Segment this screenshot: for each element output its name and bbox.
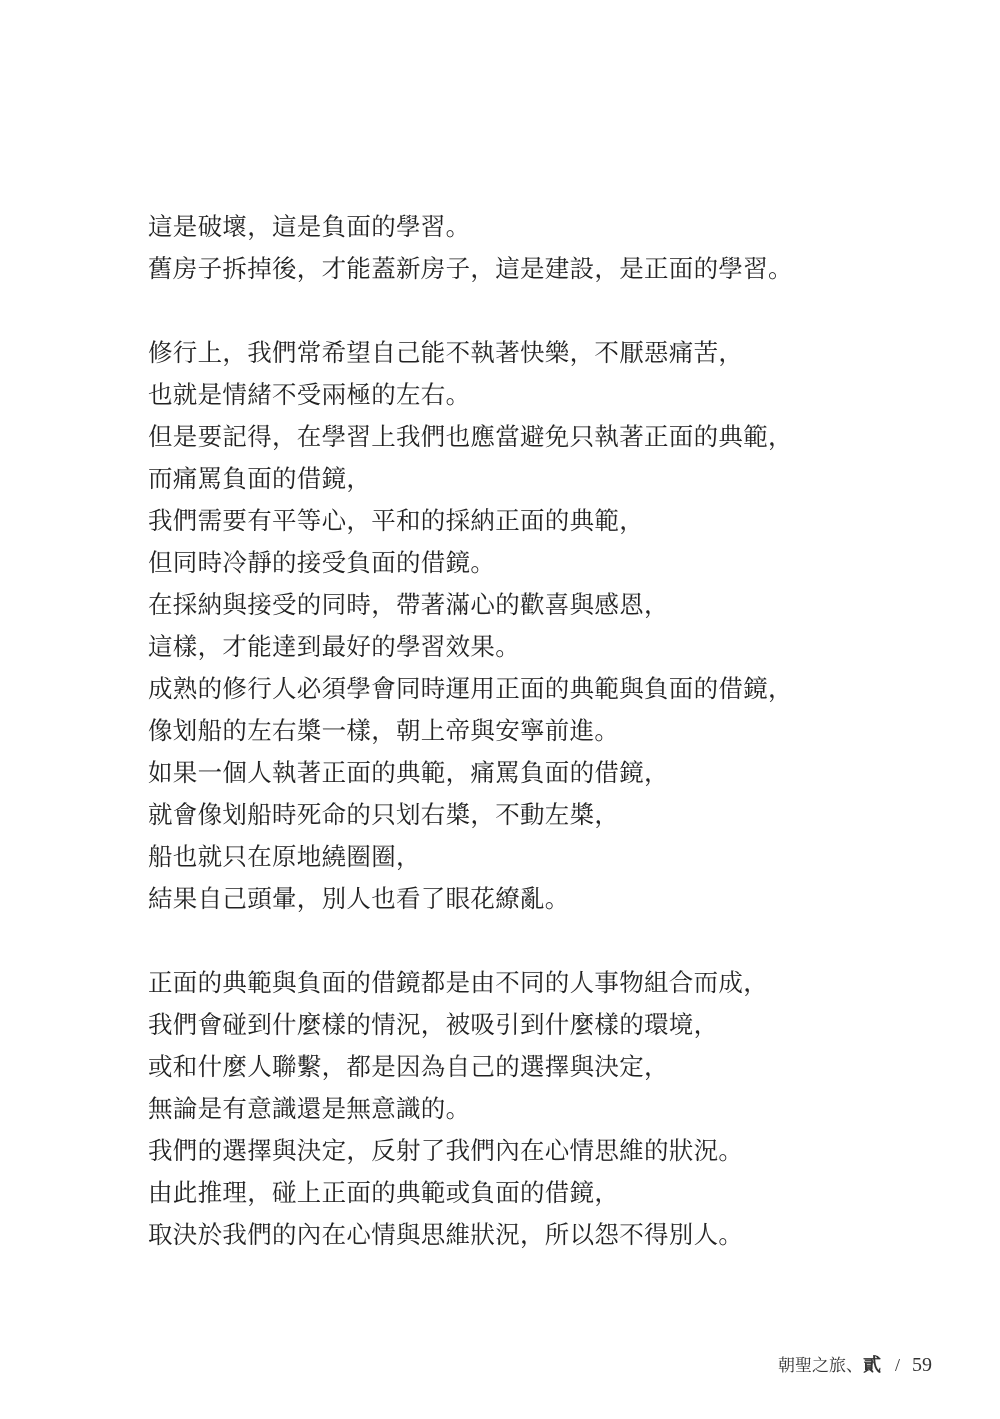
paragraph-1 (148, 206, 868, 290)
text-line: 也就是情緒不受兩極的左右。 (148, 380, 471, 409)
text-line: 在採納與接受的同時，帶著滿心的歡喜與感恩， (148, 590, 669, 619)
page-number: 59 (912, 1354, 932, 1376)
text-line: 但同時冷靜的接受負面的借鏡。 (148, 548, 496, 577)
text-line: 正面的典範與負面的借鏡都是由不同的人事物組合而成， (148, 968, 768, 997)
text-line: 舊房子拆掉後，才能蓋新房子，這是建設，是正面的學習。 (148, 254, 793, 283)
text-line: 船也就只在原地繞圈圈， (148, 842, 421, 871)
text-line: 結果自己頭暈，別人也看了眼花繚亂。 (148, 884, 570, 913)
text-line: 無論是有意識還是無意識的。 (148, 1094, 471, 1123)
text-line: 取決於我們的內在心情與思維狀況，所以怨不得別人。 (148, 1220, 744, 1249)
text-line: 就會像划船時死命的只划右槳，不動左槳， (148, 800, 620, 829)
text-line: 而痛罵負面的借鏡， (148, 464, 372, 493)
text-line: 如果一個人執著正面的典範，痛罵負面的借鏡， (148, 758, 669, 787)
volume-label: 貳 (862, 1355, 881, 1376)
paragraph-gap (148, 920, 868, 962)
text-line: 我們的選擇與決定，反射了我們內在心情思維的狀況。 (148, 1136, 744, 1165)
page-footer (778, 1351, 932, 1381)
text-line: 這是破壞，這是負面的學習。 (148, 212, 471, 241)
text-line: 修行上，我們常希望自己能不執著快樂，不厭惡痛苦， (148, 338, 744, 367)
body-text (148, 206, 868, 1256)
footer-separator: / (894, 1355, 900, 1375)
text-line: 但是要記得，在學習上我們也應當避免只執著正面的典範， (148, 422, 793, 451)
paragraph-3 (148, 962, 868, 1256)
text-line: 像划船的左右槳一樣，朝上帝與安寧前進。 (148, 716, 620, 745)
text-line: 成熟的修行人必須學會同時運用正面的典範與負面的借鏡， (148, 674, 793, 703)
paragraph-2 (148, 332, 868, 920)
text-line: 這樣，才能達到最好的學習效果。 (148, 632, 520, 661)
text-line: 我們需要有平等心，平和的採納正面的典範， (148, 506, 644, 535)
paragraph-gap (148, 290, 868, 332)
book-title: 朝聖之旅、 (777, 1356, 863, 1376)
text-line: 或和什麼人聯繫，都是因為自己的選擇與決定， (148, 1052, 669, 1081)
text-line: 我們會碰到什麼樣的情況，被吸引到什麼樣的環境， (148, 1010, 719, 1039)
text-line: 由此推理，碰上正面的典範或負面的借鏡， (148, 1178, 620, 1207)
